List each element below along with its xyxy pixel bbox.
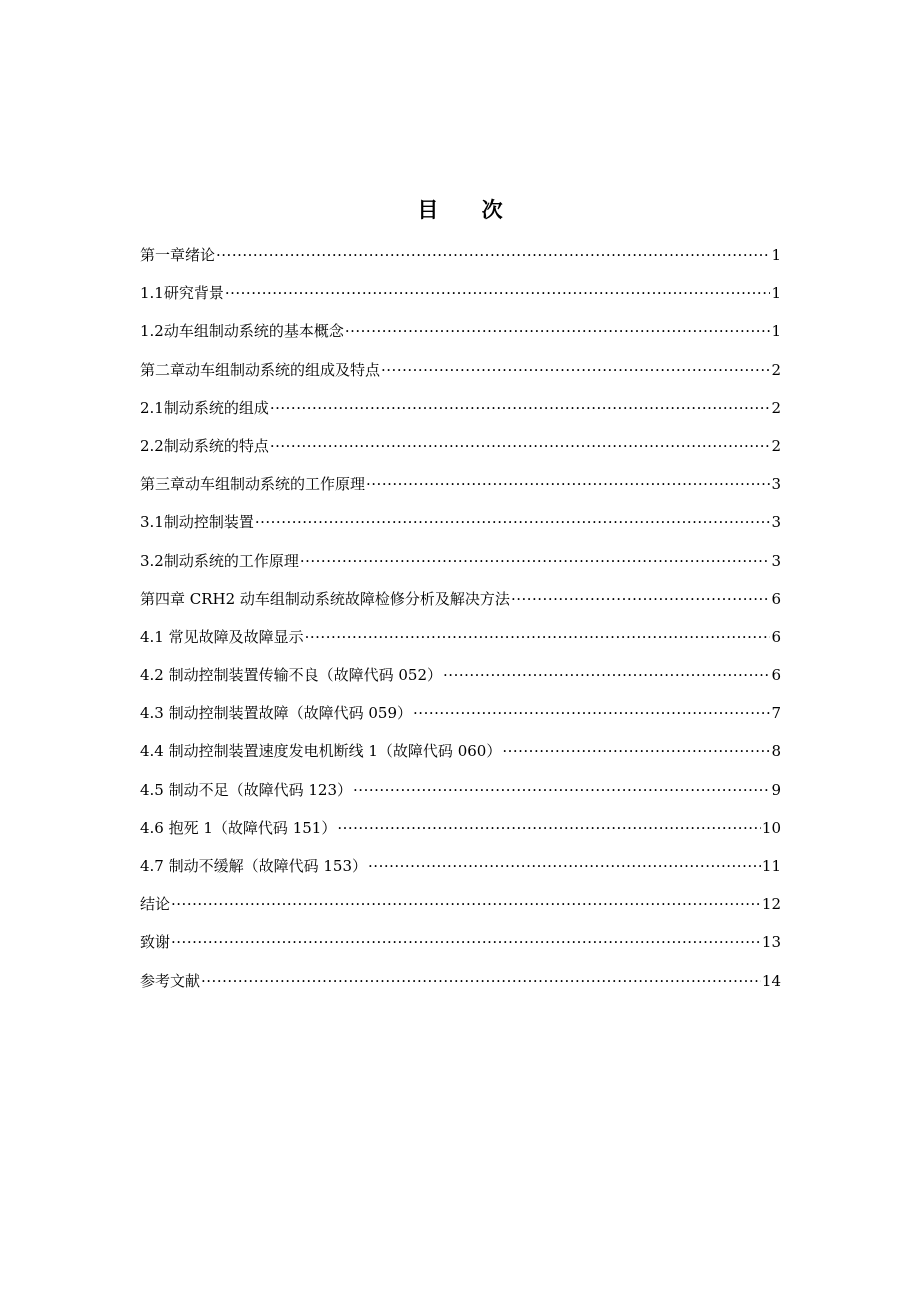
toc-entry[interactable] [140,694,781,732]
toc-entry[interactable] [140,618,781,656]
dot-leader [502,732,770,770]
dot-leader [201,962,761,1000]
dot-leader [353,771,770,809]
toc-entry[interactable] [140,847,781,885]
toc-entry-title: 参考文献 [140,971,201,990]
toc-entry[interactable] [140,351,781,389]
toc-entry-title: 2.2制动系统的特点 [140,436,269,455]
toc-entry-page: 1 [771,246,781,264]
toc-entry-title: 4.3 制动控制装置故障（故障代码 059） [140,704,413,723]
toc-entry-page: 1 [771,322,781,341]
toc-entry-title: 第四章 CRH2 动车组制动系统故障检修分析及解决方法 [140,589,510,608]
toc-entry[interactable] [140,542,781,580]
dot-leader [443,656,770,694]
toc-entry[interactable] [140,465,781,503]
dot-leader [511,580,771,618]
toc-entry[interactable] [140,389,781,427]
toc-entry[interactable] [140,656,781,694]
toc-entry-title: 致谢 [140,933,171,952]
dot-leader [270,427,771,465]
toc-entry[interactable] [140,771,781,809]
dot-leader [300,542,771,580]
dot-leader [368,847,761,885]
toc-entry-page: 11 [761,857,781,875]
toc-entry-title: 3.2制动系统的工作原理 [140,551,299,570]
dot-leader [270,389,771,427]
toc-entry-page: 6 [771,627,781,646]
toc-entry[interactable] [140,962,781,1000]
toc-entry[interactable] [140,312,781,350]
toc-entry-title: 4.4 制动控制装置速度发电机断线 1（故障代码 060） [140,742,502,761]
dot-leader [305,618,771,656]
toc-entry[interactable] [140,236,781,274]
toc-entry[interactable] [140,274,781,312]
toc-entry-page: 10 [761,818,781,837]
dot-leader [413,694,770,732]
toc-entry-title: 4.6 抱死 1（故障代码 151） [140,818,337,837]
toc-entry-page: 3 [771,551,781,570]
toc-entry-page: 14 [761,971,781,990]
toc-entry[interactable] [140,580,781,618]
toc-entry-page: 3 [771,475,781,494]
dot-leader [171,885,761,923]
dot-leader [337,809,761,847]
toc-entry-title: 第三章动车组制动系统的工作原理 [140,475,366,494]
toc-entry[interactable] [140,503,781,541]
dot-leader [345,312,771,350]
toc-entry[interactable] [140,427,781,465]
toc-entry-page: 3 [771,513,781,532]
toc-entry-page: 8 [771,742,781,761]
dot-leader [171,923,761,961]
toc-entry-page: 12 [761,895,781,914]
toc-entry-page: 2 [771,436,781,455]
toc-entry[interactable] [140,923,781,961]
toc-entry-title: 结论 [140,895,171,914]
toc-entry-title: 1.2动车组制动系统的基本概念 [140,322,344,341]
toc-entry-page: 6 [771,589,781,608]
toc-entry-title: 第一章绪论 [140,246,216,264]
toc-entry-title: 第二章动车组制动系统的组成及特点 [140,360,381,379]
toc-entry-page: 1 [771,284,781,303]
toc-entry-title: 2.1制动系统的组成 [140,398,269,417]
toc-entry-title: 4.7 制动不缓解（故障代码 153） [140,857,368,875]
toc-entry-page: 9 [771,780,781,799]
toc-entry[interactable] [140,885,781,923]
toc-entry-title: 4.2 制动控制装置传输不良（故障代码 052） [140,666,443,685]
dot-leader [255,503,771,541]
toc-entry-title: 4.5 制动不足（故障代码 123） [140,780,353,799]
dot-leader [216,236,770,274]
toc-entry[interactable] [140,732,781,770]
toc-entry-page: 2 [771,360,781,379]
table-of-contents [140,236,781,1000]
toc-entry-title: 3.1制动控制装置 [140,513,254,532]
dot-leader [381,351,770,389]
toc-entry-title: 4.1 常见故障及故障显示 [140,627,304,646]
toc-entry-page: 13 [761,933,781,952]
dot-leader [366,465,770,503]
toc-entry-page: 6 [771,666,781,685]
toc-entry[interactable] [140,809,781,847]
toc-entry-page: 7 [771,704,781,723]
toc-title: 目 次 [417,198,521,222]
toc-entry-page: 2 [771,398,781,417]
toc-entry-title: 1.1研究背景 [140,284,224,303]
dot-leader [225,274,771,312]
